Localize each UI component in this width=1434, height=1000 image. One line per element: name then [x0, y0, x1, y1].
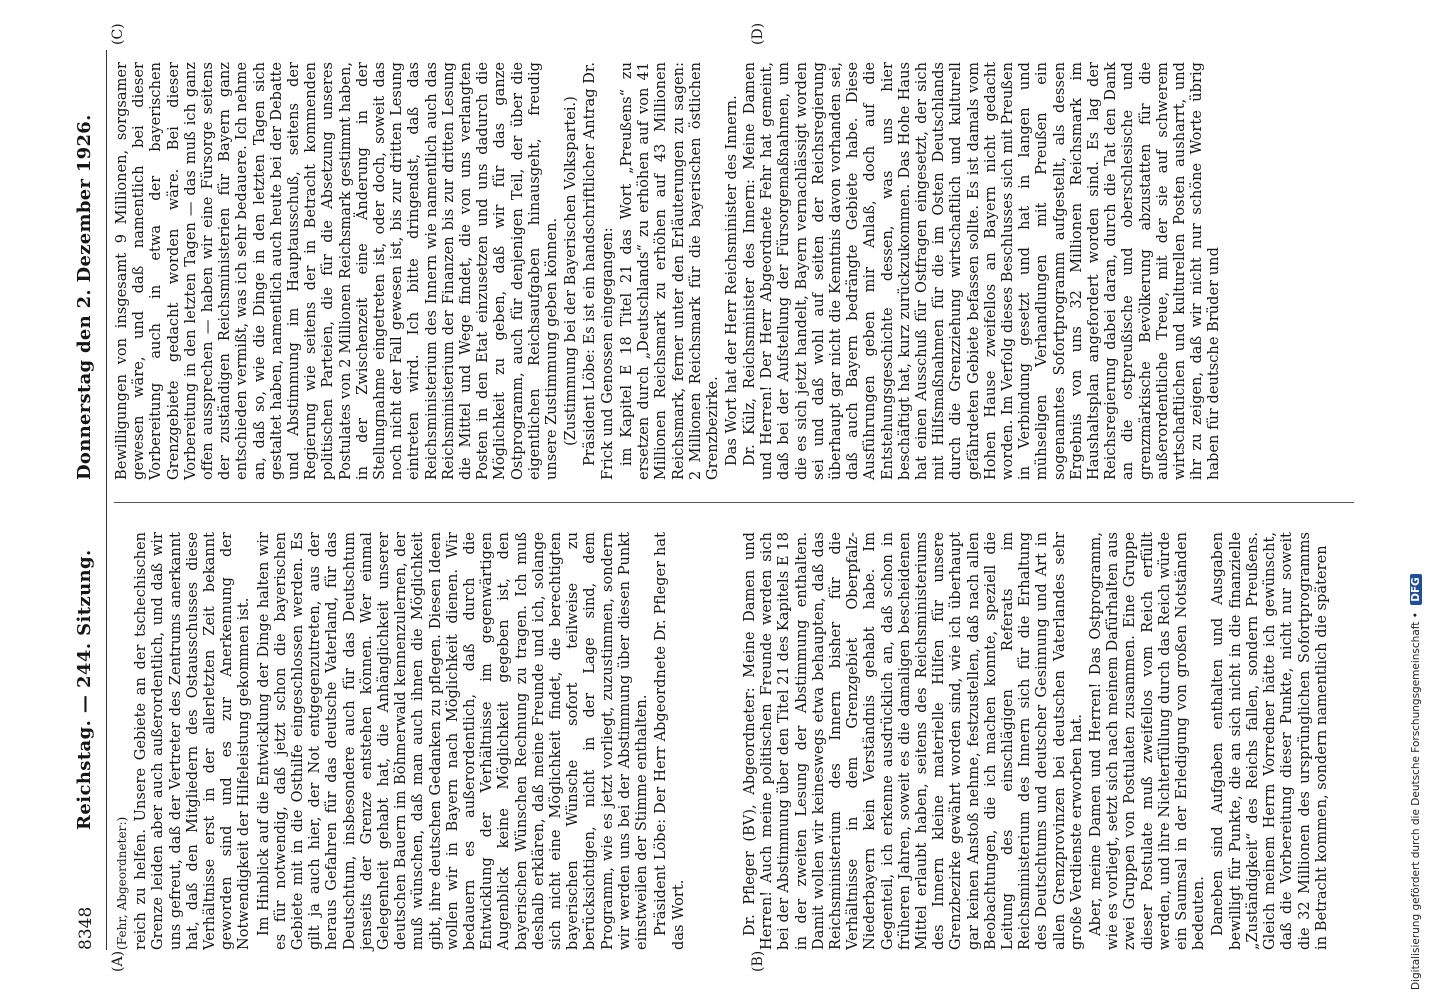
paragraph: Aber, meine Damen und Herren! Das Ostprogramm, wie es vorliegt, setzt sich nach meinem Dafürhalten aus zwei Gruppen von Postulaten zusammen. Eine Gruppe dieser Postulate muß zweifellos vom Reich erfüllt werden, und ihre Nichterfüllung durch das Reich würde ein Saumsal in der Erledigung von großen Notständen bedeuten. — [1088, 532, 1208, 950]
column-divider — [114, 502, 1354, 503]
left-column-lower — [742, 532, 1402, 950]
president-note: Präsident Löbe: Es ist ein handschriftlicher Antrag Dr. Frick und Genossen eingegangen: — [582, 62, 616, 480]
digitization-note — [1408, 10, 1430, 990]
right-column-lower — [742, 62, 1402, 480]
applause-note: (Zustimmung bei der Bayerischen Volkspartei.) — [563, 96, 580, 446]
running-title: Reichstag. — 244. Sitzung. — [74, 549, 95, 830]
paragraph: Das Wort hat der Herr Reichsminister des Innern. — [724, 95, 741, 466]
margin-letter-c: (C) — [110, 23, 126, 45]
margin-letter-d: (D) — [750, 22, 766, 45]
running-head — [70, 50, 104, 950]
paragraph: Im Hinblick auf die Entwicklung der Dinge halten wir es für notwendig, daß jetzt schon die bayerischen Gebiete mit in die Osthilfe eingeschlossen werden. Es gilt ja auch hier, der Not entgegenzutreten, aus der heraus Gefahren für das deutsche Vaterland, für das Deutschtum, insbesondere auch für das Deutschtum jenseits der Grenze entstehen können. Wer einmal Gelegenheit gehabt hat, die Anhänglichkeit unserer deutschen Bauern im Böhmerwald kennenzulernen, der muß wünschen, daß man auch ihnen die Möglichkeit gibt, ihre deutschen Gedanken zu pflegen. Diesen Ideen wollen wir in Bayern nach Möglichkeit dienen. Wir bedauern es außerordentlich, daß durch die Entwicklung der Verhältnisse im gegenwärtigen Augenblick keine Möglichkeit gegeben ist, den bayerischen Wünschen Rechnung zu tragen. Ich muß deshalb erklären, daß meine Freunde und ich, solange sich nicht eine Möglichkeit findet, die berechtigten bayerischen Wünsche sofort teilweise zu berücksichtigen, nicht in der Lage sind, dem Programm, wie es jetzt vorliegt, zuzustimmen, sondern wir werden uns bei der Abstimmung über diesen Punkt einstweilen der Stimme enthalten. — [255, 532, 651, 950]
paragraph: reich zu helfen. Unsere Gebiete an der tschechischen Grenze leiden aber auch außerordentlich, und daß wir uns gefreut, daß der Vertreter des Zentrums anerkannt hat, daß den Mitgliedern des Ostausschusses diese Verhältnisse erst in der allerletzten Zeit bekannt geworden sind und es zur Anerkennung der Notwendigkeit der Hilfeleistung gekommen ist. — [133, 532, 253, 950]
speech-pfleger: Dr. Pfleger (BV), Abgeordneter: Meine Damen und Herren! Auch meine politischen Freunde werden sich bei der Abstimmung über den Titel 21 des Kapitels E 18 in der zweiten Lesung der Abstimmung enthalten. Damit wollen wir keineswegs etwa behaupten, daß das Reichsministerium des Innern bisher für die Verhältnisse in dem Grenzgebiet Oberpfalz-Niederbayern kein Verständnis gehabt habe. Im Gegenteil, ich erkenne ausdrücklich an, daß schon in früheren Jahren, soweit es die damaligen bescheidenen Mittel erlaubt haben, seitens des Reichsministeriums des Innern kleine materielle Hilfen für unsere Grenzbezirke gewährt worden sind, wie ich überhaupt gar keinen Anstoß nehme, festzustellen, daß nach allen Beobachtungen, die ich machen konnte, speziell die Leitung des einschlägigen Referats im Reichsministerium des Innern sich für die Erhaltung des Deutschtums und deutscher Gesinnung und Art in allen Grenzprovinzen bei deutschen Vaterlandes sehr große Verdienste erworben hat. — [742, 532, 1085, 950]
margin-letter-b: (B) — [750, 950, 766, 972]
paragraph: Bewilligungen von insgesamt 9 Millionen, sorgsamer gewesen wäre, und daß namentlich bei dieser Vorbereitung auch in etwa der bayerischen Grenzgebiete gedacht worden wäre. Bei dieser Vorbereitung in den letzten Tagen — das muß ich ganz offen aussprechen — haben wir eine Fürsorge seitens der zuständigen Reichsministerien für Bayern ganz entschieden vermißt, was ich sehr bedauere. Ich nehme an, daß so, wie die Dinge in den letzten Tagen sich gestaltet haben, namentlich auch heute bei der Debatte und Abstimmung im Hauptausschuß, seitens der Regierung wie seitens der in Betracht kommenden politischen Parteien, die für die Absetzung unseres Postulates von 2 Millionen Reichsmark gestimmt haben, in der Zwischenzeit eine Änderung in der Stellungnahme eingetreten ist, oder doch, soweit das noch nicht der Fall gewesen ist, bis zur dritten Lesung eintreten wird. Ich bitte dringendst, daß das Reichsministerium des Innern wie namentlich auch das Reichsministerium der Finanzen bis zur dritten Lesung die Mittel und Wege findet, die von uns verlangten Posten in den Etat einzusetzen und uns dadurch die Möglichkeit zu geben, daß wir für das ganze Ostprogramm, auch für denjenigen Teil, der über die eigentlichen Reichsaufgaben hinausgeht, freudig unsere Zustimmung geben können. — [114, 62, 561, 480]
session-date: Donnerstag den 2. Dezember 1926. — [74, 114, 95, 480]
margin-letter-a: (A) — [110, 950, 126, 972]
page-number: 8348 — [76, 906, 96, 950]
header-rule — [106, 50, 107, 950]
rotated-page — [70, 22, 1410, 972]
digitization-text: Digitalisierung gefördert durch die Deutsche Forschungsgemeinschaft • — [1410, 612, 1422, 990]
motion-text: im Kapitel E 18 Titel 21 das Wort „Preußens“ zu ersetzen durch „Deutschlands“ zu erhöhen auf von 41 Millionen Reichsmark zu erhöhen auf 43 Millionen Reichsmark, ferner unter den Erläuterungen zu sagen: 2 Millionen Reichsmark für die bayerischen östlichen Grenzbezirke. — [618, 62, 721, 480]
left-column-upper — [114, 532, 726, 950]
dfg-logo: DFG — [1410, 574, 1422, 605]
right-column-upper — [114, 62, 741, 480]
speech-kulz: Dr. Külz, Reichsminister des Innern: Meine Damen und Herren! Der Herr Abgeordnete Fehr hat gemeint, daß bei der Aufstellung der Fürsorgemaßnahmen, um die es sich jetzt handelt, Bayern vernachlässigt worden sei und daß wohl auf seiten der Reichsregierung überhaupt gar nicht die Kenntnis davon vorhanden sei, daß auch Bayern bedrängte Gebiete habe. Diese Ausführungen geben mir Anlaß, doch auf die Entstehungsgeschichte dessen, was uns hier beschäftigt hat, kurz zurückzukommen. Das Hohe Haus hat einen Ausschuß für Ostfragen eingesetzt, der sich mit Hilfsmaßnahmen für die im Osten Deutschlands durch die Grenzziehung wirtschaftlich und kulturell gefährdeten Gebiete befassen sollte. Es ist damals vom Hohen Hause zweifellos an Bayern nicht gedacht worden. Im Verfolg dieses Beschlusses sich mit Preußen in Verbindung gesetzt und hat in langen und mühseligen Verhandlungen mit Preußen ein sogenanntes Sofortprogramm aufgestellt, als dessen Ergebnis von uns 32 Millionen Reichsmark im Haushaltsplan angefordert worden sind. Es lag der Reichsregierung dabei daran, durch die Tat den Dank an die ostpreußische und oberschlesische und grenzmärkische Bevölkerung abzustatten für die außerordentliche Treue, mit der sie auf schwerem wirtschaftlichen und kulturellen Posten ausharrt, und ihr zu zeigen, daß wir nicht nur schöne Worte übrig haben für deutsche Brüder und — [742, 62, 1223, 480]
president-note: Präsident Löbe: Der Herr Abgeordnete Dr. Pfleger hat das Wort. — [653, 532, 687, 950]
speaker-continuation: (Fehr, Abgeordneter:) — [115, 816, 129, 950]
paragraph: Daneben sind Aufgaben enthalten und Ausgaben bewilligt für Punkte, die an sich nicht in die finanzielle „Zuständigkeit“ des Reichs fallen, sondern Preußens. Gleich meinem Herrn Vorredner hätte ich gewünscht, daß die Vorbereitung dieser Punkte, nicht nur soweit die 32 Millionen des ursprünglichen Sofortprogramms in Betracht kommen, sondern namentlich die späteren — [1210, 532, 1330, 950]
